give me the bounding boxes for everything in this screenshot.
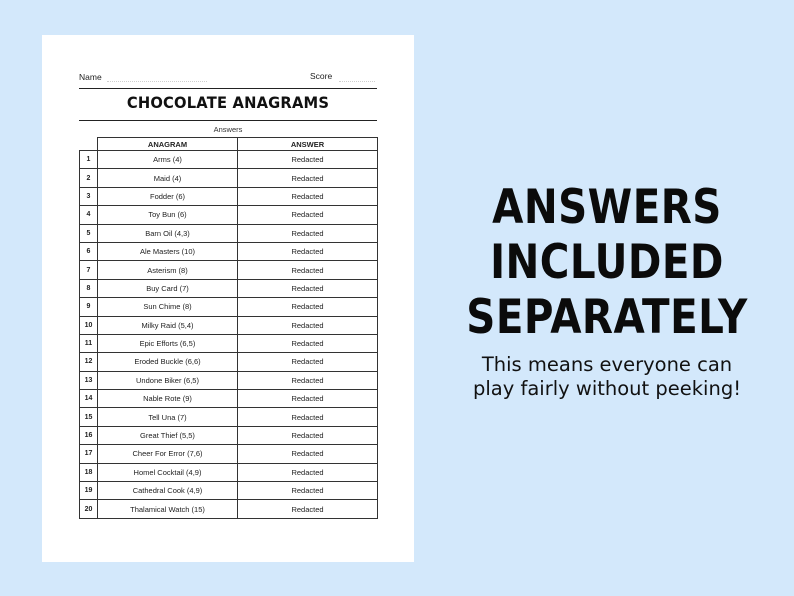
row-number: 11 [80,334,98,352]
answer-cell: Redacted [238,445,378,463]
row-number: 12 [80,353,98,371]
table-row [80,151,378,169]
answer-cell: Redacted [238,224,378,242]
answer-cell: Redacted [238,279,378,297]
anagram-cell: Cheer For Error (7,6) [98,445,238,463]
table-row [80,408,378,426]
name-label: Name [79,72,102,82]
anagram-cell: Thalamical Watch (15) [98,500,238,518]
answer-cell: Redacted [238,463,378,481]
row-number: 7 [80,261,98,279]
row-number: 6 [80,242,98,260]
anagram-cell: Sun Chime (8) [98,298,238,316]
anagram-cell: Buy Card (7) [98,279,238,297]
answer-cell: Redacted [238,261,378,279]
answer-cell: Redacted [238,334,378,352]
promo-panel [420,180,794,401]
row-number: 1 [80,151,98,169]
table-row [80,390,378,408]
anagram-cell: Great Thief (5,5) [98,426,238,444]
headline-line: SEPARATELY [466,290,748,345]
table-row [80,426,378,444]
row-number: 3 [80,187,98,205]
row-number: 9 [80,298,98,316]
answer-cell: Redacted [238,500,378,518]
row-number: 18 [80,463,98,481]
anagram-cell: Maid (4) [98,169,238,187]
table-row [80,224,378,242]
table-row [80,500,378,518]
table-row [80,445,378,463]
anagram-cell: Milky Raid (5,4) [98,316,238,334]
column-header-anagram: ANAGRAM [98,138,238,151]
anagram-cell: Eroded Buckle (6,6) [98,353,238,371]
worksheet-subtitle: Answers [213,125,243,134]
anagram-cell: Barn Oil (4,3) [98,224,238,242]
answer-cell: Redacted [238,242,378,260]
anagram-cell: Toy Bun (6) [98,206,238,224]
worksheet-title: CHOCOLATE ANAGRAMS [126,93,330,112]
answer-cell: Redacted [238,206,378,224]
answer-cell: Redacted [238,298,378,316]
row-number: 19 [80,482,98,500]
row-number: 2 [80,169,98,187]
table-row [80,463,378,481]
name-line [107,81,207,82]
row-number: 8 [80,279,98,297]
name-score-row [79,71,377,85]
row-number: 17 [80,445,98,463]
row-number: 20 [80,500,98,518]
table-row [80,482,378,500]
answer-cell: Redacted [238,426,378,444]
anagram-cell: Undone Biker (6,5) [98,371,238,389]
table-row [80,298,378,316]
tagline-line: play fairly without peeking! [472,377,742,400]
anagram-cell: Asterism (8) [98,261,238,279]
table-header-row [80,138,378,151]
answer-cell: Redacted [238,390,378,408]
table-row [80,353,378,371]
row-number: 13 [80,371,98,389]
score-line [339,81,375,82]
answer-cell: Redacted [238,408,378,426]
table-row [80,279,378,297]
anagram-cell: Arms (4) [98,151,238,169]
anagram-cell: Nable Rote (9) [98,390,238,408]
answer-cell: Redacted [238,169,378,187]
table-row [80,242,378,260]
headline-line: ANSWERS [492,180,722,235]
answer-cell: Redacted [238,482,378,500]
tagline-line: This means everyone can [481,353,733,376]
table-row [80,261,378,279]
corner-cell [80,138,98,151]
anagram-cell: Epic Efforts (6,5) [98,334,238,352]
headline-line: INCLUDED [490,235,724,290]
worksheet-page [42,35,414,562]
answer-cell: Redacted [238,371,378,389]
table-row [80,316,378,334]
promo-headline [446,180,768,345]
row-number: 10 [80,316,98,334]
table-row [80,187,378,205]
answer-cell: Redacted [238,353,378,371]
row-number: 14 [80,390,98,408]
promo-tagline [420,353,794,401]
column-header-answer: ANSWER [238,138,378,151]
table-row [80,371,378,389]
row-number: 4 [80,206,98,224]
answer-cell: Redacted [238,151,378,169]
row-number: 16 [80,426,98,444]
title-divider [79,120,377,121]
anagram-cell: Ale Masters (10) [98,242,238,260]
top-divider [79,88,377,89]
anagram-table [79,137,378,519]
anagram-cell: Homel Cocktail (4,9) [98,463,238,481]
anagram-cell: Tell Una (7) [98,408,238,426]
row-number: 5 [80,224,98,242]
row-number: 15 [80,408,98,426]
answer-cell: Redacted [238,316,378,334]
table-row [80,169,378,187]
answer-cell: Redacted [238,187,378,205]
table-row [80,334,378,352]
table-row [80,206,378,224]
anagram-cell: Fodder (6) [98,187,238,205]
score-label: Score [310,71,333,81]
anagram-cell: Cathedral Cook (4,9) [98,482,238,500]
